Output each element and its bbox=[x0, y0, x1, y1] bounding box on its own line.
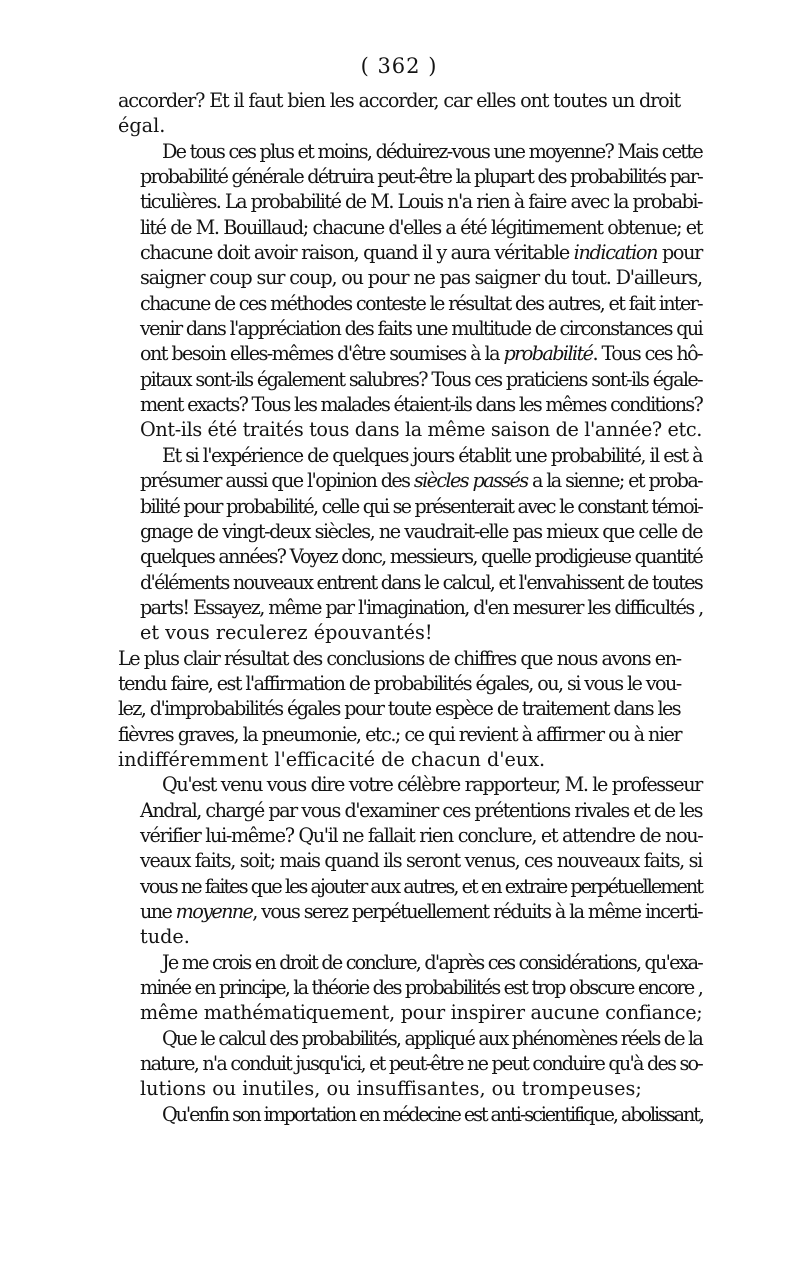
text-run: tendu faire, est l'affirmation de probabilités égales, ou, si vous le vou- bbox=[118, 671, 681, 695]
text-run: pitaux sont-ils également salubres? Tous ces praticiens sont-ils égale- bbox=[140, 367, 702, 391]
text-run: a la sienne; et proba- bbox=[527, 469, 703, 493]
text-run: saigner coup sur coup, ou pour ne pas saigner du tout. D'ailleurs, bbox=[140, 266, 702, 290]
text-run: Le plus clair résultat des conclusions de chiffres que nous avons en- bbox=[118, 646, 681, 670]
text-line bbox=[118, 316, 702, 341]
text-run: et vous reculerez épouvantés! bbox=[140, 621, 433, 645]
paragraph bbox=[118, 646, 680, 773]
text-run: venir dans l'appréciation des faits une multitude de circonstances qui bbox=[140, 317, 702, 341]
paragraph bbox=[118, 950, 703, 1026]
text-line bbox=[118, 88, 680, 113]
text-run: quelques années? Voyez donc, messieurs, quelle prodigieuse quantité bbox=[140, 545, 703, 569]
text-run: pour bbox=[657, 241, 702, 265]
text-run: chacune doit avoir raison, quand il y aura véritable bbox=[140, 241, 574, 265]
text-line bbox=[118, 595, 703, 620]
text-run: parts! Essayez, même par l'imagination, d'en mesurer les difficultés , bbox=[140, 595, 703, 619]
text-run: vous ne faites que les ajouter aux autres, et en extraire perpétuellement bbox=[140, 874, 702, 898]
text-run: ticulières. La probabilité de M. Louis n'a rien à faire avec la probabi- bbox=[140, 190, 702, 214]
text-run: lité de M. Bouillaud; chacune d'elles a été légitimement obtenue; et bbox=[140, 215, 702, 239]
text-run: , vous serez perpétuellement réduits à la même incerti- bbox=[252, 900, 703, 923]
text-run: accorder? Et il faut bien les accorder, car elles ont toutes un droit bbox=[118, 89, 680, 112]
text-line bbox=[118, 570, 703, 595]
page-number: ( 362 ) bbox=[360, 54, 438, 78]
text-line bbox=[118, 1076, 680, 1101]
text-line bbox=[118, 798, 702, 823]
text-line bbox=[118, 671, 680, 696]
text-line bbox=[118, 747, 680, 772]
text-run: ont besoin elles-mêmes d'être soumises à la bbox=[140, 342, 504, 366]
text-line bbox=[118, 443, 703, 468]
text-run: Que le calcul des probabilités, appliqué aux phénomènes réels de la bbox=[162, 1026, 702, 1050]
italic-text: moyenne bbox=[175, 900, 253, 923]
text-line bbox=[118, 367, 702, 392]
text-line bbox=[118, 620, 680, 645]
text-line bbox=[118, 519, 703, 544]
text-line bbox=[118, 265, 702, 290]
text-run: lez, d'improbabilités égales pour toute espèce de traitement dans les bbox=[118, 697, 681, 721]
text-run: Qu'est venu vous dire votre célèbre rapporteur, M. le professeur bbox=[162, 773, 702, 797]
text-run: gnage de vingt-deux siècles, ne vaudrait-elle pas mieux que celle de bbox=[140, 519, 703, 543]
text-run: probabilité générale détruira peut-être la plupart des probabilités par- bbox=[140, 165, 703, 189]
book-page bbox=[118, 52, 703, 1127]
text-line bbox=[118, 494, 702, 519]
text-run: indifféremment l'efficacité de chacun d'eux. bbox=[118, 747, 546, 771]
italic-text: siècles passés bbox=[413, 469, 528, 493]
text-run: Je me crois en droit de conclure, d'après ces considérations, qu'exa- bbox=[162, 950, 702, 974]
text-run: égal. bbox=[118, 114, 166, 138]
text-line bbox=[118, 189, 702, 214]
paragraph bbox=[118, 443, 703, 646]
text-run: . Tous ces hô- bbox=[592, 342, 702, 366]
paragraph bbox=[118, 1026, 702, 1102]
text-line bbox=[118, 392, 703, 417]
text-run: vérifier lui-même? Qu'il ne fallait rien conclure, et attendre de nou- bbox=[140, 823, 703, 847]
text-line bbox=[118, 468, 703, 493]
text-run: d'éléments nouveaux entrent dans le calcul, et l'envahissent de toutes bbox=[140, 570, 703, 594]
text-run: une bbox=[140, 900, 176, 923]
text-line bbox=[118, 899, 703, 924]
body-text bbox=[118, 88, 703, 1127]
text-run: bilité pour probabilité, celle qui se présenterait avec le constant témoi- bbox=[140, 494, 702, 518]
text-line bbox=[118, 240, 702, 265]
paragraph bbox=[118, 88, 680, 139]
text-line bbox=[118, 722, 680, 747]
text-line bbox=[118, 215, 702, 240]
text-run: présumer aussi que l'opinion des bbox=[140, 469, 414, 493]
text-run: minée en principe, la théorie des probabilités est trop obscure encore , bbox=[140, 976, 702, 1000]
text-run: Ont-ils été traités tous dans la même saison de l'année? etc. bbox=[140, 418, 702, 442]
text-run: nature, n'a conduit jusqu'ici, et peut-être ne peut conduire qu'à des so- bbox=[140, 1052, 702, 1076]
text-line bbox=[118, 164, 703, 189]
text-run: fièvres graves, la pneumonie, etc.; ce qui revient à affirmer ou à nier bbox=[118, 722, 681, 746]
text-line bbox=[118, 291, 702, 316]
text-line bbox=[118, 544, 703, 569]
text-run: Et si l'expérience de quelques jours établit une probabilité, il est à bbox=[162, 443, 703, 467]
text-run: même mathématiquement, pour inspirer aucune confiance; bbox=[140, 1001, 703, 1025]
text-line bbox=[118, 417, 702, 442]
text-line bbox=[118, 1102, 703, 1127]
text-line bbox=[118, 646, 680, 671]
paragraph bbox=[118, 139, 703, 443]
italic-text: probabilité bbox=[503, 342, 593, 366]
text-line bbox=[118, 772, 702, 797]
text-run: ment exacts? Tous les malades étaient-ils dans les mêmes conditions? bbox=[140, 393, 703, 417]
italic-text: indication bbox=[573, 241, 658, 265]
text-line bbox=[118, 823, 703, 848]
text-line bbox=[118, 113, 680, 138]
paragraph bbox=[118, 1102, 703, 1127]
text-line bbox=[118, 341, 702, 366]
text-line bbox=[118, 139, 702, 164]
text-line bbox=[118, 1051, 702, 1076]
text-line bbox=[118, 1026, 702, 1051]
paragraph bbox=[118, 772, 703, 949]
text-run: chacune de ces méthodes conteste le résultat des autres, et fait inter- bbox=[140, 291, 702, 315]
text-line bbox=[118, 975, 702, 1000]
text-run: veaux faits, soit; mais quand ils seront venus, ces nouveaux faits, si bbox=[140, 849, 702, 873]
text-run: tude. bbox=[140, 925, 190, 949]
text-line bbox=[118, 950, 702, 975]
text-run: lutions ou inutiles, ou insuffisantes, ou trompeuses; bbox=[140, 1077, 642, 1101]
text-line bbox=[118, 1000, 703, 1025]
text-line bbox=[118, 696, 680, 721]
text-run: Qu'enfin son importation en médecine est anti-scientifique, abolissant, bbox=[162, 1102, 703, 1126]
text-line bbox=[118, 848, 702, 873]
text-line bbox=[118, 874, 702, 899]
text-run: Andral, chargé par vous d'examiner ces prétentions rivales et de les bbox=[140, 798, 702, 822]
text-run: De tous ces plus et moins, déduirez-vous une moyenne? Mais cette bbox=[162, 139, 702, 163]
text-line bbox=[118, 924, 680, 949]
